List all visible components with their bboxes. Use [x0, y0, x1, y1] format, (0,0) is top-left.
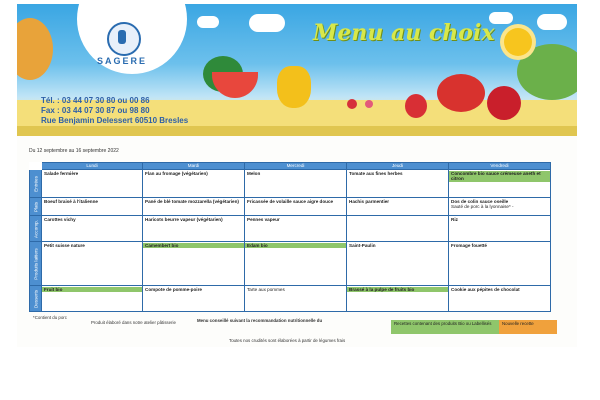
- vegetables-footnote: Toutes nos crudités sont élaborées à partir de légumes frais: [229, 338, 346, 343]
- dish-cell: Saint-Paulin: [347, 242, 449, 286]
- day-header: Mercredi: [245, 163, 347, 170]
- day-header-row: [30, 163, 551, 170]
- dish-cell: Tarte aux pommes: [245, 286, 347, 312]
- homemade-footnote: Produit élaboré dans notre atelier pâtisserie: [91, 320, 176, 325]
- dish-cell: Fruit bio: [42, 286, 143, 312]
- dish-cell: Compote de pomme-poire: [143, 286, 245, 312]
- pepper-icon: [277, 66, 311, 108]
- flower-icon: [365, 100, 373, 108]
- fax-text: Fax : 03 44 07 30 87 ou 98 80: [41, 106, 150, 115]
- menu-sheet: [17, 4, 577, 347]
- dish-cell: Hachis parmentier: [347, 198, 449, 216]
- dish-cell: Riz: [449, 216, 551, 242]
- cloud-icon: [197, 16, 219, 28]
- address-text: Rue Benjamin Delessert 60510 Bresles: [41, 116, 189, 125]
- dish-cell: Melon: [245, 170, 347, 198]
- dish-cell: Pennes vapeur: [245, 216, 347, 242]
- nutrition-footnote: Menu conseillé suivant la recommandation nutritionnelle du: [197, 318, 323, 323]
- cherry-icon: [487, 86, 521, 120]
- dish-cell: Dos de colin sauce oseille Sauté de porc à la lyonnaise* -: [449, 198, 551, 216]
- day-header: Mardi: [143, 163, 245, 170]
- dish-cell: Boeuf braisé à l'italienne: [42, 198, 143, 216]
- legend-new-recipe: Nouvelle recette: [499, 320, 557, 334]
- tomato-icon: [437, 74, 485, 112]
- flower-icon: [347, 99, 357, 109]
- dish-cell: Pané de blé tomate mozzarella (végétarien): [143, 198, 245, 216]
- dish-cell: Fromage fouetté: [449, 242, 551, 286]
- day-header: Lundi: [42, 163, 143, 170]
- menu-table: [29, 162, 551, 312]
- dish-cell: Petit suisse nature: [42, 242, 143, 286]
- table-row: [30, 216, 551, 242]
- dish-cell: Tomate aux fines herbes: [347, 170, 449, 198]
- legend-bio: Recettes contenant des produits Bio ou Labellisés: [391, 320, 499, 334]
- table-row: [30, 198, 551, 216]
- strawberry-icon: [405, 94, 427, 118]
- dish-cell: Flan au fromage (végétarien): [143, 170, 245, 198]
- dish-cell: Concombre bio sauce crémeuse aneth et citron: [449, 170, 551, 198]
- cloud-icon: [537, 14, 567, 30]
- day-header: Vendredi: [449, 163, 551, 170]
- dish-cell: Camembert bio: [143, 242, 245, 286]
- dish-cell: [347, 216, 449, 242]
- header-banner: [17, 4, 577, 136]
- phone-text: Tél. : 03 44 07 30 80 ou 00 86: [41, 96, 150, 105]
- category-label: Produits laitiers: [30, 242, 42, 286]
- dish-cell: Brassé à la pulpe de fruits bio: [347, 286, 449, 312]
- period-text: Du 12 septembre au 16 septembre 2022: [29, 148, 119, 154]
- dish-cell: Edam bio: [245, 242, 347, 286]
- dish-cell: Fricassée de volaille sauce aigre douce: [245, 198, 347, 216]
- category-label: Desserts: [30, 286, 42, 312]
- day-header: Jeudi: [347, 163, 449, 170]
- logo-text: SAGERE: [97, 56, 148, 66]
- dish-cell: Haricots beurre vapeur (végétarien): [143, 216, 245, 242]
- tree-icon: [17, 18, 53, 80]
- page-title: Menu au choix: [313, 20, 495, 46]
- table-row: [30, 286, 551, 312]
- contact-info: [41, 96, 188, 126]
- category-label: Entrées: [30, 170, 42, 198]
- category-label: Plats: [30, 198, 42, 216]
- pork-footnote: *Contient du porc: [33, 315, 67, 320]
- sun-icon: [504, 28, 532, 56]
- dish-cell: Carottes vichy: [42, 216, 143, 242]
- table-row: [30, 242, 551, 286]
- dish-cell: Cookie aux pépites de chocolat: [449, 286, 551, 312]
- cloud-icon: [249, 14, 285, 32]
- dish-cell: Salade fermière: [42, 170, 143, 198]
- category-label: Accomp.: [30, 216, 42, 242]
- table-row: [30, 170, 551, 198]
